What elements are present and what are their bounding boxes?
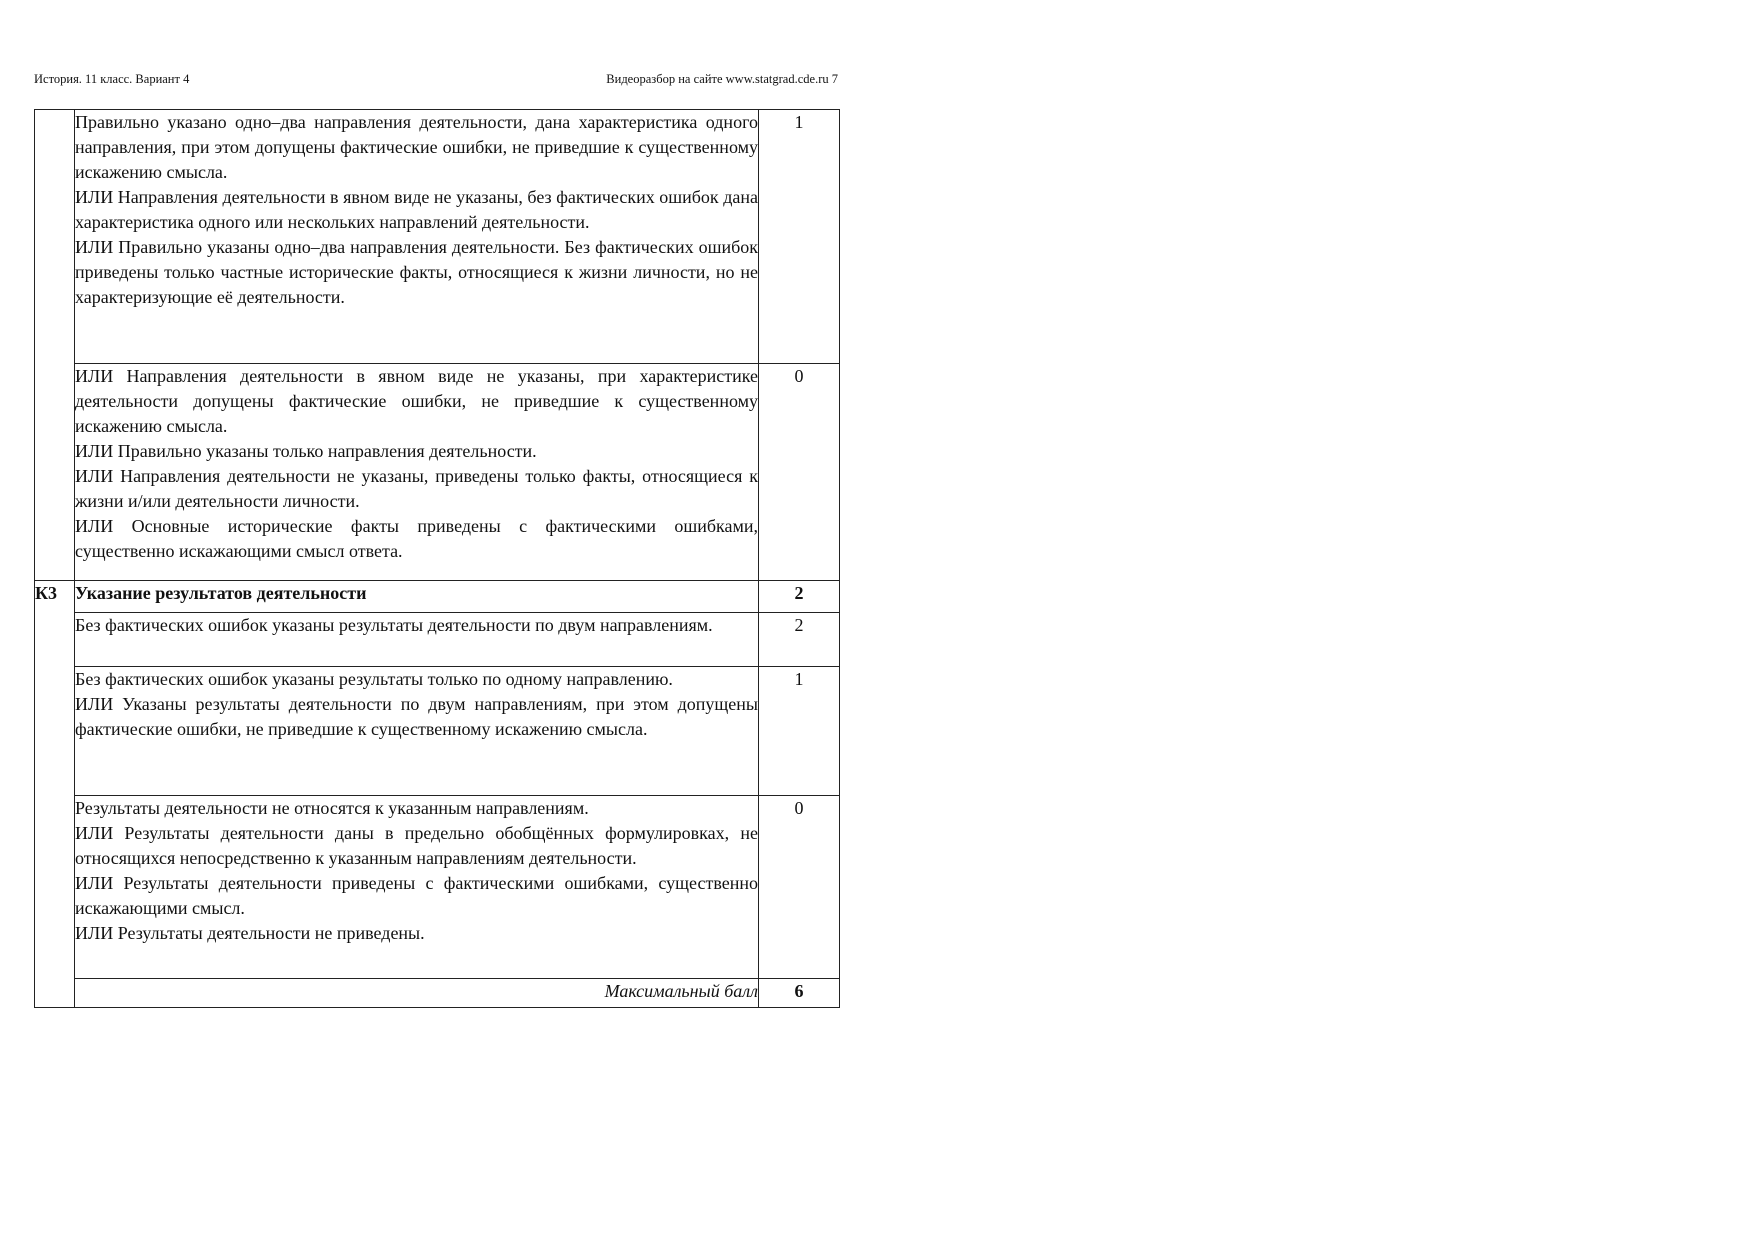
criterion-description-cell xyxy=(75,796,759,979)
table-row xyxy=(35,110,840,364)
header-left-text: История. 11 класс. Вариант 4 xyxy=(34,72,190,86)
score-cell: 2 xyxy=(759,613,840,667)
description-paragraph: ИЛИ Направления деятельности в явном виде не указаны, без фактических ошибок дана характеристика одного или нескольких направлений деятельности. xyxy=(75,187,758,232)
max-score-value: 6 xyxy=(759,979,840,1008)
description-paragraph: Результаты деятельности не относятся к указанным направлениям. xyxy=(75,798,589,818)
criterion-description-cell xyxy=(75,667,759,796)
description-paragraph: Правильно указано одно–два направления деятельности, дана характеристика одного направления, при этом допущены фактические ошибки, не приведшие к существенному искажению смысла. xyxy=(75,112,758,182)
description-paragraph: ИЛИ Указаны результаты деятельности по двум направлениям, при этом допущены фактические ошибки, не приведшие к существенному искажению смысла. xyxy=(75,694,758,739)
criterion-header-row xyxy=(35,581,840,613)
score-cell: 0 xyxy=(759,796,840,979)
criterion-code-cell xyxy=(35,110,75,364)
description-paragraph: ИЛИ Результаты деятельности даны в предельно обобщённых формулировках, не относящихся непосредственно к указанным направлениям деятельности. xyxy=(75,823,758,868)
max-score-label: Максимальный балл xyxy=(75,979,759,1008)
score-cell: 1 xyxy=(759,110,840,364)
criterion-code-cell xyxy=(35,667,75,796)
table-row xyxy=(35,364,840,581)
criterion-description-cell xyxy=(75,110,759,364)
criterion-code-cell xyxy=(35,364,75,581)
description-paragraph: ИЛИ Результаты деятельности приведены с фактическими ошибками, существенно искажающими смысл. xyxy=(75,873,758,918)
criterion-title: Указание результатов деятельности xyxy=(75,581,759,613)
description-paragraph: ИЛИ Направления деятельности не указаны, приведены только факты, относящиеся к жизни и/или деятельности личности. xyxy=(75,466,758,511)
table-row xyxy=(35,796,840,979)
score-cell: 1 xyxy=(759,667,840,796)
criterion-code-k3: К3 xyxy=(35,581,75,613)
header-right-text: Видеоразбор на сайте www.statgrad.cde.ru 7 xyxy=(606,72,838,86)
description-paragraph: ИЛИ Направления деятельности в явном виде не указаны, при характеристике деятельности допущены фактические ошибки, не приведшие к существенному искажению смысла. xyxy=(75,366,758,436)
description-paragraph: ИЛИ Правильно указаны только направления деятельности. xyxy=(75,441,537,461)
criterion-code-cell xyxy=(35,796,75,979)
total-row xyxy=(35,979,840,1008)
criterion-code-cell xyxy=(35,979,75,1008)
criterion-max-score: 2 xyxy=(759,581,840,613)
description-paragraph: Без фактических ошибок указаны результаты только по одному направлению. xyxy=(75,669,673,689)
description-paragraph: ИЛИ Основные исторические факты приведены с фактическими ошибками, существенно искажающими смысл ответа. xyxy=(75,516,758,561)
score-cell: 0 xyxy=(759,364,840,581)
description-paragraph: ИЛИ Результаты деятельности не приведены. xyxy=(75,923,425,943)
description-paragraph: ИЛИ Правильно указаны одно–два направления деятельности. Без фактических ошибок приведены только частные исторические факты, относящиеся к жизни личности, но не характеризующие её деятельности. xyxy=(75,237,758,307)
criterion-description-cell xyxy=(75,364,759,581)
table-row xyxy=(35,613,840,667)
criteria-table xyxy=(34,109,840,1008)
criterion-description-cell xyxy=(75,613,759,667)
table-row xyxy=(35,667,840,796)
page-header xyxy=(34,70,838,88)
criterion-code-cell xyxy=(35,613,75,667)
description-paragraph: Без фактических ошибок указаны результаты деятельности по двум направлениям. xyxy=(75,615,713,635)
